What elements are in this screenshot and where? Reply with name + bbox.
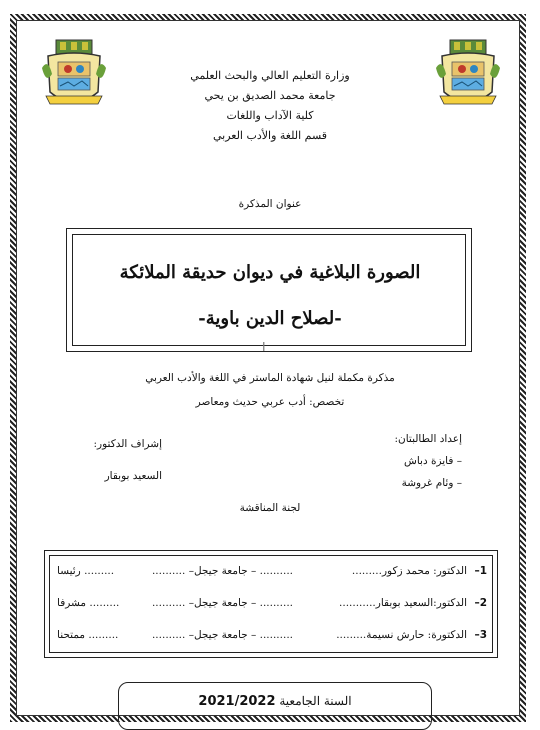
supervisor-label: إشراف الدكتور: [93, 438, 162, 450]
university-emblem-left [38, 38, 110, 116]
student-name: – فايزة دباش [404, 455, 462, 467]
university-emblem-right [432, 38, 504, 116]
jury-table [44, 550, 498, 658]
students-label: إعداد الطالبتان: [394, 433, 462, 445]
memo-title-label: عنوان المذكرة [238, 198, 302, 210]
ministry-name: وزارة التعليم العالي والبحث العلمي [190, 69, 350, 82]
title-frame-inner [72, 234, 466, 346]
jury-row-number: 2– [474, 597, 487, 609]
committee-label: لجنة المناقشة [239, 502, 301, 514]
thesis-description: مذكرة مكملة لنيل شهادة الماستر في اللغة والأدب العربي [145, 372, 395, 384]
jury-member-name: الدكتور: محمد زكور......... [351, 565, 467, 577]
thesis-title: الصورة البلاغية في ديوان حديقة الملائكة [119, 262, 421, 283]
jury-row-number: 3– [474, 629, 487, 641]
jury-member-university: .......... – جامعة جيجل– .......... [151, 597, 293, 609]
jury-member-university: .......... – جامعة جيجل– .......... [151, 565, 293, 577]
institution-header [150, 66, 390, 146]
jury-member-role: ......... مشرفا [57, 597, 120, 609]
jury-row-number: 1– [474, 565, 487, 577]
jury-member-role: ......... ممتحنا [57, 629, 119, 641]
academic-year-value: 2021/2022 [198, 694, 276, 709]
students-block [330, 428, 462, 494]
university-name: جامعة محمد الصديق بن يحي [204, 89, 336, 102]
jury-row [53, 629, 489, 649]
jury-row [53, 597, 489, 617]
academic-year [118, 694, 432, 709]
jury-member-university: .......... – جامعة جيجل– .......... [151, 629, 293, 641]
faculty-name: كلية الآداب واللغات [226, 109, 314, 122]
jury-member-name: الدكتورة: حارش نسيمة......... [336, 629, 467, 641]
jury-member-role: ......... رئيسا [57, 565, 115, 577]
supervisor-name: السعيد بوبقار [104, 470, 162, 482]
supervisor-block [62, 428, 162, 492]
jury-row [53, 565, 489, 585]
department-name: قسم اللغة والأدب العربي [212, 129, 328, 142]
student-name: – وئام غروشة [401, 477, 462, 489]
text-cursor-icon: I [262, 340, 266, 354]
specialization: تخصص: أدب عربي حديث ومعاصر [195, 396, 345, 408]
thesis-subject-author: -لصلاح الدين باوية- [198, 308, 342, 329]
academic-year-label: السنة الجامعية [279, 694, 352, 708]
jury-member-name: الدكتور:السعيد بوبقار........... [339, 597, 467, 609]
